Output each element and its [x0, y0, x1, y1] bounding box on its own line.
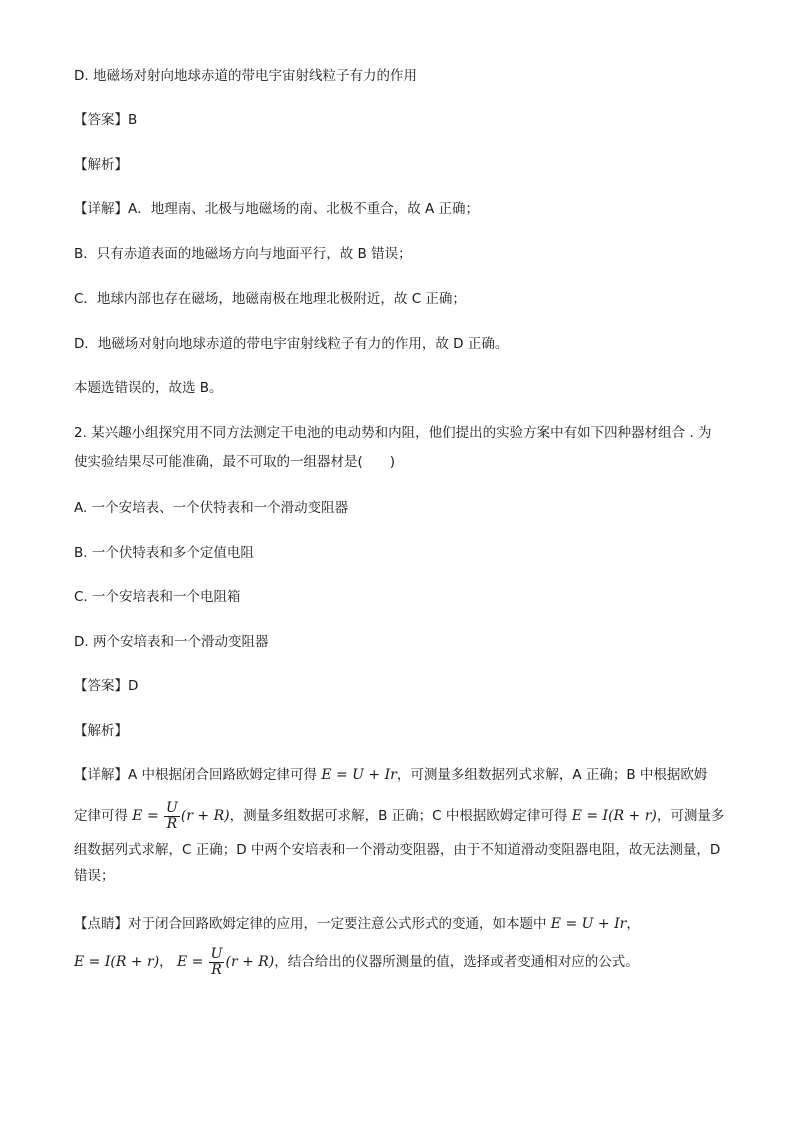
- q2-comment-line2: [74, 942, 639, 982]
- detail-text: ，可测量多: [656, 808, 725, 824]
- q2-stem-line1: 2. 某兴趣小组探究用不同方法测定干电池的电动势和内阻，他们提出的实验方案中有如下四种器材组合 . 为: [74, 425, 712, 441]
- equation: (r + R): [225, 954, 275, 970]
- fraction-denominator: R: [166, 815, 178, 832]
- answer-value: D: [128, 678, 139, 694]
- q2-detail-line2: [74, 796, 724, 836]
- detail-text: 定律可得: [74, 808, 128, 824]
- detail-tag: 【详解】: [74, 767, 128, 783]
- option-label: D.: [74, 68, 89, 84]
- comment-text: ，: [159, 954, 173, 970]
- q2-detail-line4: 错误；: [74, 868, 115, 884]
- equation: E =: [132, 808, 159, 824]
- q2-answer: [74, 676, 138, 696]
- q1-analysis-heading: [74, 155, 128, 175]
- q1-detail-a: [74, 199, 479, 219]
- comment-text: 对于闭合回路欧姆定律的应用，一定要注意公式形式的变通，如本题中: [128, 916, 547, 932]
- option-text: 两个安培表和一个滑动变阻器: [92, 634, 269, 650]
- analysis-tag: 【解析】: [74, 157, 128, 173]
- comment-tag: 【点睛】: [74, 916, 128, 932]
- comment-text: ，结合给出的仪器所测量的值，选择或者变通相对应的公式。: [274, 954, 639, 970]
- fraction-denominator: R: [211, 961, 222, 978]
- detail-text: A 中根据闭合回路欧姆定律可得: [128, 767, 318, 783]
- q1-option-d: [74, 66, 417, 86]
- detail-text: A．地理南、北极与地磁场的南、北极不重合，故 A 正确；: [128, 201, 480, 217]
- q2-option-d: [74, 632, 268, 652]
- q2-comment-line1: [74, 914, 640, 934]
- q1-answer: [74, 110, 137, 130]
- answer-value: B: [128, 112, 138, 128]
- q1-detail-d: D．地磁场对射向地球赤道的带电宇宙射线粒子有力的作用，故 D 正确。: [74, 336, 509, 352]
- answer-tag: 【答案】: [74, 112, 128, 128]
- option-text: 地磁场对射向地球赤道的带电宇宙射线粒子有力的作用: [92, 68, 417, 84]
- q1-conclusion: 本题选错误的，故选 B。: [74, 380, 223, 396]
- option-label: B.: [74, 545, 88, 561]
- equation: E =: [176, 954, 204, 970]
- q2-analysis-heading: [74, 721, 128, 741]
- option-text: 一个安培表和一个电阻箱: [92, 589, 241, 605]
- fraction: [164, 801, 180, 832]
- fraction: [209, 947, 225, 978]
- q2-detail-line3: 组数据列式求解，C 正确；D 中两个安培表和一个滑动变阻器，由于不知道滑动变阻器电阻，故无法测量，D: [74, 842, 721, 858]
- q1-detail-c: C．地球内部也存在磁场，地磁南极在地理北极附近，故 C 正确；: [74, 291, 466, 307]
- equation: E = I(R + r): [74, 954, 160, 970]
- fraction-numerator: U: [166, 799, 178, 816]
- detail-tag: 【详解】: [74, 201, 128, 217]
- detail-text: ，测量多组数据可求解，B 正确；C 中根据欧姆定律可得: [229, 808, 568, 824]
- q2-option-a: [74, 498, 348, 518]
- fraction-numerator: U: [210, 945, 223, 962]
- comment-text: ，: [626, 916, 640, 932]
- option-label: D.: [74, 634, 89, 650]
- q2-option-c: [74, 587, 241, 607]
- equation: (r + R): [180, 808, 230, 824]
- q1-detail-b: B．只有赤道表面的地磁场方向与地面平行，故 B 错误；: [74, 246, 412, 262]
- equation: E = I(R + r): [571, 808, 657, 824]
- detail-text: ，可测量多组数据列式求解，A 正确；B 中根据欧姆: [396, 767, 708, 783]
- equation: E = U + Ir: [321, 767, 397, 783]
- option-label: A.: [74, 500, 88, 516]
- q2-option-b: [74, 543, 254, 563]
- option-text: 一个伏特表和多个定值电阻: [91, 545, 254, 561]
- option-text: 一个安培表、一个伏特表和一个滑动变阻器: [91, 500, 349, 516]
- option-label: C.: [74, 589, 88, 605]
- q2-stem-line2: 使实验结果尽可能准确，最不可取的一组器材是( ): [74, 454, 396, 470]
- analysis-tag: 【解析】: [74, 723, 128, 739]
- q2-detail-line1: [74, 765, 707, 785]
- equation: E = U + Ir: [550, 916, 627, 932]
- answer-tag: 【答案】: [74, 678, 128, 694]
